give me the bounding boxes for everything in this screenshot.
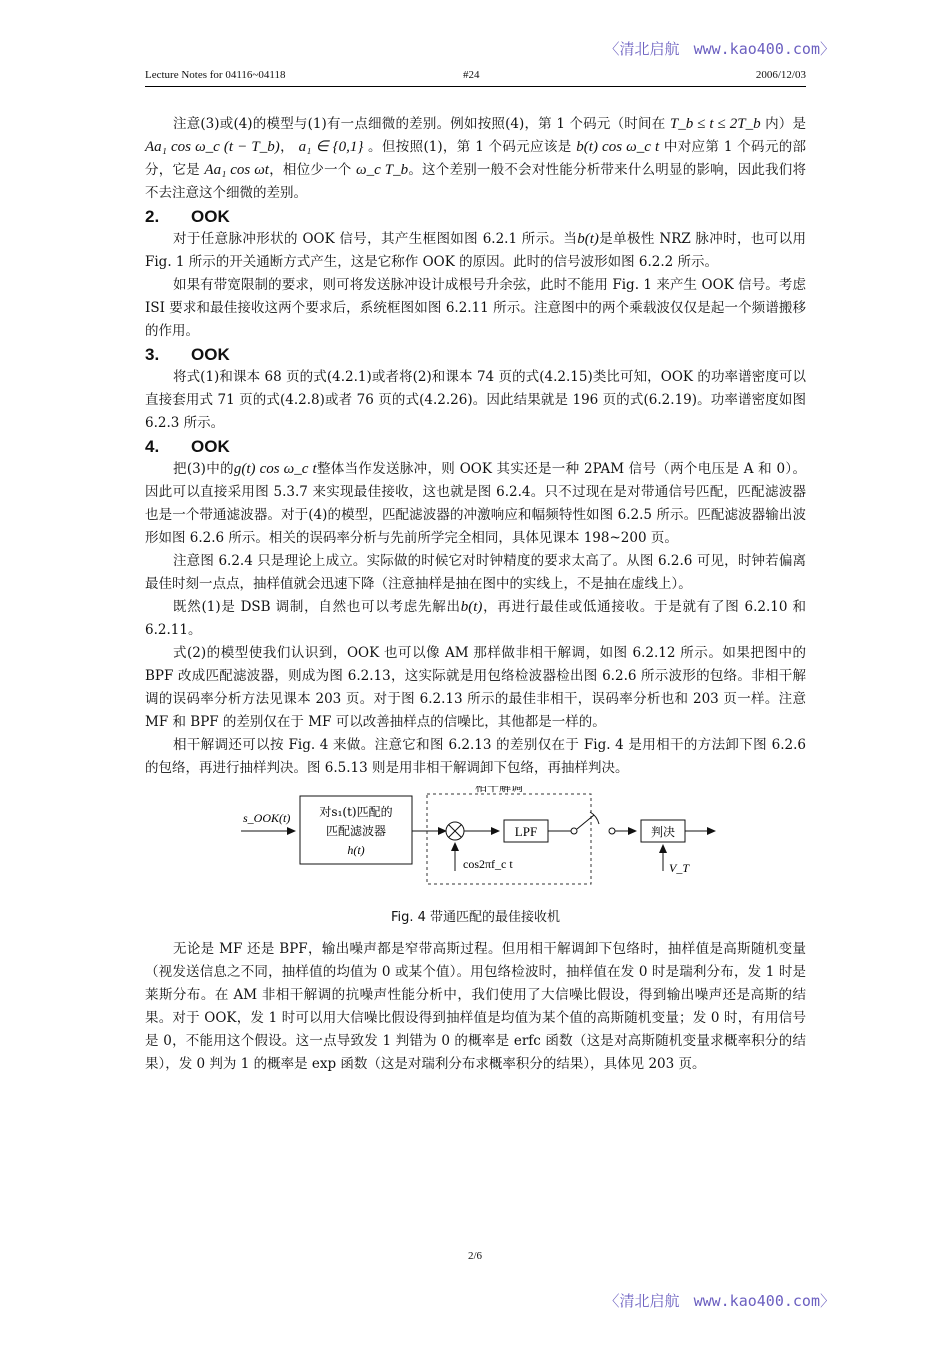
receiver-block-diagram	[145, 786, 806, 928]
carrier-label: cos2πf_c t	[463, 857, 513, 871]
page-header	[145, 68, 806, 87]
math-gt-cos: g(t) cos ω_c t	[233, 461, 317, 477]
section-4-paragraph-6: 无论是 MF 还是 BPF，输出噪声都是窄带高斯过程。但用相干解调卸下包络时，抽样值是高斯随机变量（视发送信息之不同，抽样值的均值为 0 或某个值）。用包络检波时，抽样值在发 0 时是瑞利分布，发 1 时是莱斯分布。在 AM 非相干解调的抗噪声性能分析中，我们使用了大信噪比假设，得到输出噪声还是高斯的结果。对于 OOK，发 1 时可以用大信噪比假设得到抽样值是均值为某个值的高斯随机变量；发 0 时，有用信号是 0，不能用这个假设。这一点导致发 1 判错为 0 的概率是 erfc 函数（这是对高斯随机变量求概率积分的结果），发 0 判为 1 的概率是 exp 函数（这是对瑞利分布求概率积分的结果），具体见 203 页。	[145, 941, 806, 1072]
decision-label: 判决	[650, 825, 676, 839]
threshold-label: V_T	[669, 861, 690, 875]
intro-text-2: 内）是	[765, 116, 806, 132]
watermark-top	[605, 38, 835, 59]
diagram-svg	[145, 786, 806, 898]
intro-text-1: 注意(3)或(4)的模型与(1)有一点细微的差别。例如按照(4)，第 1 个码元（时间在	[173, 116, 666, 132]
section-number: 2.	[145, 207, 160, 226]
coherent-demod-label: 相干解调	[475, 786, 524, 794]
math-bt-cos: b(t) cos ω_c t	[576, 139, 660, 155]
input-signal-label: s_OOK(t)	[243, 811, 291, 825]
text-run: 是单极性 NRZ 脉冲时，也可以用 Fig. 1 所示的开关通断方式产生，这是它称作 OOK 的原因。此时的信号波形如图 6.2.2 所示。	[145, 231, 806, 270]
text-run: 对于任意脉冲形状的 OOK 信号，其产生框图如图 6.2.1 所示。当	[173, 231, 578, 247]
math-bt: b(t)	[577, 231, 599, 247]
watermark-name: 〈清北启航	[604, 1292, 680, 1310]
text-run: ，再进行最佳或低通接收。于是就有了图 6.2.10 和 6.2.11。	[145, 599, 806, 638]
section-title: OOK	[191, 207, 230, 226]
intro-text-5: 中对应第 1 个码元的部分，它是	[145, 139, 807, 178]
watermark-link[interactable]: www.kao400.com〉	[693, 40, 835, 58]
section-4-paragraph-1	[145, 458, 806, 550]
section-number: 4.	[145, 437, 160, 456]
math-phase: ω_c T_b	[356, 162, 409, 178]
section-title: OOK	[191, 345, 230, 364]
section-3-paragraph-1: 将式(1)和课本 68 页的式(4.2.1)或者将(2)和课本 74 页的式(4.2.15)类比可知，OOK 的功率谱密度可以直接套用式 71 页的式(4.2.8)或者 76 页的式(4.2.26)。因此结果就是 196 页的式(6.2.19)。功率谱密度如图 6.2.3 所示。	[145, 369, 806, 431]
page-number: 2/6	[467, 1250, 483, 1262]
matched-filter-line-1: 对s₁(t)匹配的	[319, 805, 393, 819]
section-4-paragraph-5: 相干解调还可以按 Fig. 4 来做。注意它和图 6.2.13 的差别仅在于 Fig. 4 是用相干的方法卸下图 6.2.6 的包络，再进行抽样判决。图 6.5.13 则是用非相干解调卸下包络，再抽样判决。	[145, 737, 806, 776]
section-number: 3.	[145, 345, 160, 364]
watermark-bottom	[605, 1290, 835, 1311]
intro-text-4: 。但按照(1)，第 1 个码元应该是	[368, 139, 572, 155]
math-symbol-expr: Aa₁ cos ω_c (t − T_b)	[145, 139, 280, 155]
intro-text-6: ，相位少一个	[268, 162, 352, 178]
text-run: 既然(1)是 DSB 调制，自然也可以考虑先解出	[173, 599, 461, 615]
math-bt: b(t)	[460, 599, 483, 615]
switch-contact-right	[609, 828, 615, 834]
header-course: Lecture Notes for 04116~04118	[145, 69, 286, 81]
section-4-paragraph-4: 式(2)的模型使我们认识到，OOK 也可以像 AM 那样做非相干解调，如图 6.2.12 所示。如果把图中的 BPF 改成匹配滤波器，则成为图 6.2.13，这实际就是用包络检波器检出图 6.2.6 所示波形的包络。非相干解调的误码率分析方法见课本 203 页。对于图 6.2.13 所示的最佳非相干，误码率分析也和 203 页一样。注意 MF 和 BPF 的差别仅在于 MF 可以改善抽样点的信噪比，其他都是一样的。	[145, 645, 806, 730]
text-run: 把(3)中的	[173, 461, 234, 477]
section-heading-2	[145, 206, 806, 228]
section-4-paragraph-3	[145, 596, 806, 642]
section-2-paragraph-1	[145, 228, 806, 274]
section-heading-4	[145, 436, 806, 458]
intro-paragraph	[145, 113, 806, 205]
watermark-name: 〈清北启航	[604, 40, 680, 58]
intro-text-7: 。这个差别一般不会对性能分析带来什么明显的影响，因此我们将不去注意这个细微的差别。	[145, 162, 807, 201]
page-body	[145, 113, 806, 1076]
math-a1-cos: Aa₁ cos ωt	[204, 162, 269, 178]
watermark-link[interactable]: www.kao400.com〉	[693, 1292, 835, 1310]
matched-filter-line-2: 匹配滤波器	[325, 824, 387, 838]
intro-text-3: ，	[279, 139, 294, 155]
figure-caption: Fig. 4 带通匹配的最佳接收机	[390, 910, 561, 925]
header-number: #24	[463, 69, 480, 81]
section-title: OOK	[191, 437, 230, 456]
matched-filter-line-3: h(t)	[347, 843, 365, 857]
math-time-interval: T_b ≤ t ≤ 2T_b	[669, 116, 761, 132]
section-heading-3	[145, 344, 806, 366]
section-4-paragraph-2: 注意图 6.2.4 只是理论上成立。实际做的时候它对时钟精度的要求太高了。从图 6.2.6 可见，时钟若偏离最佳时刻一点点，抽样值就会迅速下降（注意抽样是抽在图中的实线上，不是抽在虚线上）。	[145, 553, 806, 592]
switch-contact-left	[571, 828, 577, 834]
lpf-label: LPF	[514, 824, 538, 839]
section-2-paragraph-2: 如果有带宽限制的要求，则可将发送脉冲设计成根号升余弦，此时不能用 Fig. 1 来产生 OOK 信号。考虑 ISI 要求和最佳接收这两个要求后，系统框图如图 6.2.11 所示。注意图中的两个乘载波仅仅是起一个频谱搬移的作用。	[145, 277, 806, 339]
header-date: 2006/12/03	[755, 69, 806, 81]
math-a1-set: a₁ ∈ {0,1}	[298, 139, 364, 155]
text-run: 整体当作发送脉冲，则 OOK 其实还是一种 2PAM 信号（两个电压是 A 和 0）。因此可以直接采用图 5.3.7 来实现最佳接收，这也就是图 6.2.4。只不过现在是对带通信号匹配，匹配滤波器也是一个带通滤波器。对于(4)的模型，匹配滤波器的冲激响应和幅频特性如图 6.2.5 所示。匹配滤波器输出波形如图 6.2.6 所示。相关的误码率分析与先前所学完全相同，具体见课本 198~200 页。	[145, 461, 806, 546]
